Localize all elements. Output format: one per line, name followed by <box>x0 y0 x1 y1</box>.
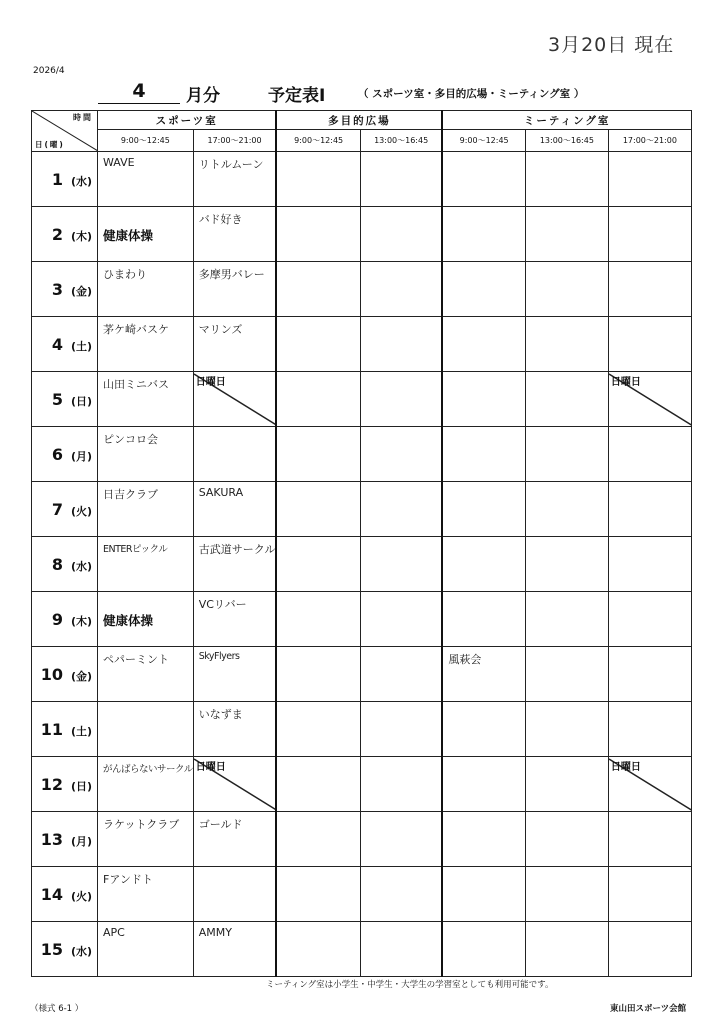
booking-name: ひまわり <box>103 268 147 281</box>
schedule-cell[interactable] <box>193 592 276 647</box>
schedule-cell[interactable] <box>442 867 525 922</box>
booking-name: 多摩男バレー <box>198 268 265 281</box>
day-weekday: (水) <box>70 174 93 188</box>
schedule-cell[interactable] <box>193 757 276 812</box>
schedule-cell[interactable] <box>525 922 608 977</box>
schedule-cell[interactable] <box>193 647 276 702</box>
schedule-cell[interactable] <box>193 262 276 317</box>
schedule-cell[interactable] <box>608 262 691 317</box>
schedule-cell[interactable] <box>442 592 525 647</box>
schedule-cell[interactable] <box>276 592 360 647</box>
schedule-cell[interactable] <box>442 207 525 262</box>
schedule-cell[interactable] <box>360 702 442 757</box>
schedule-cell[interactable] <box>98 207 194 262</box>
form-number: （様式 6-1 ） <box>30 1004 84 1014</box>
document-date: 2026/4 <box>33 66 65 76</box>
day-cell <box>32 647 98 702</box>
day-number: 3 <box>51 279 63 299</box>
schedule-cell[interactable] <box>525 647 608 702</box>
day-number: 13 <box>40 829 63 849</box>
schedule-cell[interactable] <box>193 922 276 977</box>
schedule-cell[interactable] <box>442 812 525 867</box>
room-header-row <box>32 111 692 130</box>
day-number: 6 <box>51 444 63 464</box>
schedule-cell[interactable] <box>276 427 360 482</box>
corner-header <box>32 111 98 152</box>
day-number: 14 <box>40 884 63 904</box>
day-cell <box>32 427 98 482</box>
booking-name: AMMY <box>198 926 232 939</box>
schedule-cell[interactable] <box>360 592 442 647</box>
schedule-cell[interactable] <box>98 922 194 977</box>
schedule-cell[interactable] <box>276 812 360 867</box>
schedule-cell[interactable] <box>360 262 442 317</box>
day-cell <box>32 867 98 922</box>
schedule-cell[interactable] <box>608 702 691 757</box>
schedule-cell[interactable] <box>608 812 691 867</box>
schedule-cell[interactable] <box>525 207 608 262</box>
schedule-cell[interactable] <box>193 372 276 427</box>
schedule-cell[interactable] <box>193 482 276 537</box>
schedule-cell[interactable] <box>608 647 691 702</box>
day-cell <box>32 152 98 207</box>
schedule-cell[interactable] <box>360 482 442 537</box>
schedule-cell[interactable] <box>525 482 608 537</box>
day-number: 1 <box>51 169 63 189</box>
booking-name: APC <box>103 926 125 939</box>
schedule-cell[interactable] <box>360 867 442 922</box>
schedule-cell[interactable] <box>360 757 442 812</box>
day-weekday: (月) <box>70 834 93 848</box>
day-weekday: (水) <box>70 559 93 573</box>
schedule-cell[interactable] <box>360 647 442 702</box>
table-row <box>32 647 692 702</box>
schedule-cell[interactable] <box>525 262 608 317</box>
day-weekday: (火) <box>70 504 93 518</box>
schedule-subtitle: （ スポーツ室・多目的広場・ミーティング室 ） <box>358 88 585 100</box>
schedule-cell[interactable] <box>276 372 360 427</box>
day-cell <box>32 262 98 317</box>
booking-name: がんばらないサークル <box>103 764 193 775</box>
day-number: 10 <box>40 664 63 684</box>
schedule-cell[interactable] <box>442 757 525 812</box>
day-number: 15 <box>40 939 63 959</box>
schedule-cell[interactable] <box>360 427 442 482</box>
time-slot-meeting-1: 13:00～16:45 <box>525 130 608 152</box>
booking-name: 風萩会 <box>448 653 482 666</box>
schedule-cell[interactable] <box>608 317 691 372</box>
booking-name: WAVE <box>103 156 135 169</box>
table-row <box>32 317 692 372</box>
schedule-cell[interactable] <box>98 592 194 647</box>
time-slot-sports-1: 17:00～21:00 <box>193 130 276 152</box>
schedule-cell[interactable] <box>525 592 608 647</box>
schedule-cell[interactable] <box>608 207 691 262</box>
day-weekday: (土) <box>70 339 93 353</box>
table-row <box>32 427 692 482</box>
booking-name: 古武道サークル <box>198 543 276 556</box>
time-slot-meeting-0: 9:00～12:45 <box>442 130 525 152</box>
schedule-cell[interactable] <box>442 262 525 317</box>
table-row <box>32 867 692 922</box>
day-cell <box>32 537 98 592</box>
room-header-sports: スポーツ室 <box>98 111 277 130</box>
table-row <box>32 757 692 812</box>
corner-day-label: 日(曜) <box>35 140 65 149</box>
schedule-cell[interactable] <box>442 922 525 977</box>
day-weekday: (金) <box>70 284 93 298</box>
schedule-cell[interactable] <box>525 812 608 867</box>
day-cell <box>32 372 98 427</box>
schedule-cell[interactable] <box>608 372 691 427</box>
schedule-cell[interactable] <box>360 207 442 262</box>
schedule-cell[interactable] <box>525 537 608 592</box>
schedule-cell[interactable] <box>98 867 194 922</box>
day-number: 7 <box>51 499 63 519</box>
schedule-cell[interactable] <box>525 427 608 482</box>
schedule-cell[interactable] <box>608 427 691 482</box>
schedule-cell[interactable] <box>276 152 360 207</box>
day-cell <box>32 317 98 372</box>
table-row <box>32 152 692 207</box>
table-row <box>32 922 692 977</box>
schedule-cell[interactable] <box>442 537 525 592</box>
schedule-cell[interactable] <box>98 537 194 592</box>
table-row <box>32 702 692 757</box>
booking-name: ENTERピックル <box>103 544 168 555</box>
schedule-cell[interactable] <box>525 867 608 922</box>
schedule-cell[interactable] <box>98 317 194 372</box>
schedule-cell[interactable] <box>276 702 360 757</box>
booking-name: 日吉クラブ <box>103 488 158 501</box>
day-weekday: (日) <box>70 779 93 793</box>
room-header-plaza: 多目的広場 <box>276 111 442 130</box>
day-weekday: (木) <box>70 229 93 243</box>
day-number: 12 <box>40 774 63 794</box>
schedule-cell[interactable] <box>525 152 608 207</box>
booking-name: 山田ミニバス <box>103 378 169 391</box>
schedule-cell[interactable] <box>98 482 194 537</box>
schedule-cell[interactable] <box>360 537 442 592</box>
time-slot-plaza-0: 9:00～12:45 <box>276 130 360 152</box>
schedule-cell[interactable] <box>276 867 360 922</box>
schedule-cell[interactable] <box>98 812 194 867</box>
day-cell <box>32 702 98 757</box>
schedule-table <box>31 110 692 977</box>
table-row <box>32 372 692 427</box>
schedule-cell[interactable] <box>525 317 608 372</box>
schedule-cell[interactable] <box>525 372 608 427</box>
time-header-row <box>32 130 692 152</box>
day-cell <box>32 812 98 867</box>
day-weekday: (金) <box>70 669 93 683</box>
schedule-cell[interactable] <box>608 757 691 812</box>
schedule-cell[interactable] <box>98 427 194 482</box>
schedule-cell[interactable] <box>98 152 194 207</box>
schedule-cell[interactable] <box>193 207 276 262</box>
table-row <box>32 592 692 647</box>
schedule-cell[interactable] <box>608 537 691 592</box>
schedule-cell[interactable] <box>608 922 691 977</box>
schedule-cell[interactable] <box>276 757 360 812</box>
booking-name: ピンコロ会 <box>103 433 158 446</box>
day-cell <box>32 922 98 977</box>
schedule-cell[interactable] <box>608 152 691 207</box>
table-row <box>32 262 692 317</box>
table-row <box>32 482 692 537</box>
schedule-cell[interactable] <box>442 317 525 372</box>
table-row <box>32 207 692 262</box>
schedule-cell[interactable] <box>442 152 525 207</box>
schedule-cell[interactable] <box>442 702 525 757</box>
schedule-cell[interactable] <box>360 812 442 867</box>
schedule-cell[interactable] <box>193 152 276 207</box>
day-number: 11 <box>40 719 63 739</box>
schedule-cell[interactable] <box>276 207 360 262</box>
booking-name: 健康体操 <box>103 228 154 243</box>
schedule-cell[interactable] <box>360 152 442 207</box>
schedule-cell[interactable] <box>608 592 691 647</box>
booking-name: SkyFlyers <box>198 651 240 662</box>
schedule-cell[interactable] <box>276 647 360 702</box>
day-cell <box>32 207 98 262</box>
month-number: 4 <box>132 80 146 102</box>
day-weekday: (火) <box>70 889 93 903</box>
schedule-cell[interactable] <box>442 372 525 427</box>
day-weekday: (土) <box>70 724 93 738</box>
room-header-meeting: ミーティング室 <box>442 111 691 130</box>
day-weekday: (木) <box>70 614 93 628</box>
booking-name: 茅ケ崎バスケ <box>103 323 169 336</box>
time-slot-plaza-1: 13:00～16:45 <box>360 130 442 152</box>
booking-name: Fアンドト <box>103 873 153 886</box>
schedule-cell[interactable] <box>276 482 360 537</box>
schedule-cell[interactable] <box>276 317 360 372</box>
schedule-title: 予定表Ⅰ <box>268 86 326 106</box>
facility-name: 東山田スポーツ会館 <box>610 1004 687 1014</box>
day-number: 8 <box>51 554 63 574</box>
table-row <box>32 537 692 592</box>
booking-name: リトルムーン <box>198 158 264 171</box>
sunday-label: 日曜日 <box>610 762 641 773</box>
schedule-cell[interactable] <box>98 372 194 427</box>
schedule-cell[interactable] <box>525 757 608 812</box>
schedule-cell[interactable] <box>276 922 360 977</box>
schedule-cell[interactable] <box>98 757 194 812</box>
day-number: 5 <box>51 389 63 409</box>
corner-time-label: 時間 <box>73 113 93 122</box>
booking-name: ラケットクラブ <box>103 818 180 831</box>
time-slot-meeting-2: 17:00～21:00 <box>608 130 691 152</box>
booking-name: SAKURA <box>198 486 244 499</box>
booking-name: ゴールド <box>198 818 243 831</box>
schedule-cell[interactable] <box>193 812 276 867</box>
day-weekday: (日) <box>70 394 93 408</box>
schedule-cell[interactable] <box>276 262 360 317</box>
day-number: 4 <box>51 334 63 354</box>
footnote: ミーティング室は小学生・中学生・大学生の学習室としても利用可能です。 <box>266 980 554 990</box>
month-underline <box>98 103 180 104</box>
as-of-date: 3月20日 現在 <box>548 34 675 56</box>
sunday-label: 日曜日 <box>195 762 226 773</box>
time-slot-sports-0: 9:00～12:45 <box>98 130 194 152</box>
schedule-cell[interactable] <box>98 702 194 757</box>
schedule-cell[interactable] <box>360 922 442 977</box>
sunday-label: 日曜日 <box>610 377 641 388</box>
schedule-cell[interactable] <box>193 317 276 372</box>
schedule-cell[interactable] <box>608 867 691 922</box>
schedule-cell[interactable] <box>525 702 608 757</box>
day-cell <box>32 592 98 647</box>
day-weekday: (月) <box>70 449 93 463</box>
day-weekday: (水) <box>70 944 93 958</box>
booking-name: ペパーミント <box>103 653 169 666</box>
schedule-cell[interactable] <box>442 482 525 537</box>
day-number: 2 <box>51 224 63 244</box>
schedule-cell[interactable] <box>276 537 360 592</box>
schedule-cell[interactable] <box>608 482 691 537</box>
booking-name: バド好き <box>198 213 243 226</box>
schedule-cell[interactable] <box>360 372 442 427</box>
booking-name: 健康体操 <box>103 613 154 628</box>
day-number: 9 <box>51 609 63 629</box>
schedule-cell[interactable] <box>98 647 194 702</box>
day-cell <box>32 757 98 812</box>
table-row <box>32 812 692 867</box>
sunday-label: 日曜日 <box>195 377 226 388</box>
schedule-cell[interactable] <box>193 537 276 592</box>
booking-name: VCリバー <box>198 598 247 611</box>
schedule-cell[interactable] <box>193 427 276 482</box>
schedule-cell[interactable] <box>442 427 525 482</box>
booking-name: いなずま <box>198 708 243 721</box>
schedule-cell[interactable] <box>442 647 525 702</box>
schedule-cell[interactable] <box>98 262 194 317</box>
schedule-cell[interactable] <box>193 702 276 757</box>
day-cell <box>32 482 98 537</box>
month-label: 月分 <box>186 86 220 106</box>
schedule-cell[interactable] <box>360 317 442 372</box>
booking-name: マリンズ <box>198 323 243 336</box>
schedule-cell[interactable] <box>193 867 276 922</box>
